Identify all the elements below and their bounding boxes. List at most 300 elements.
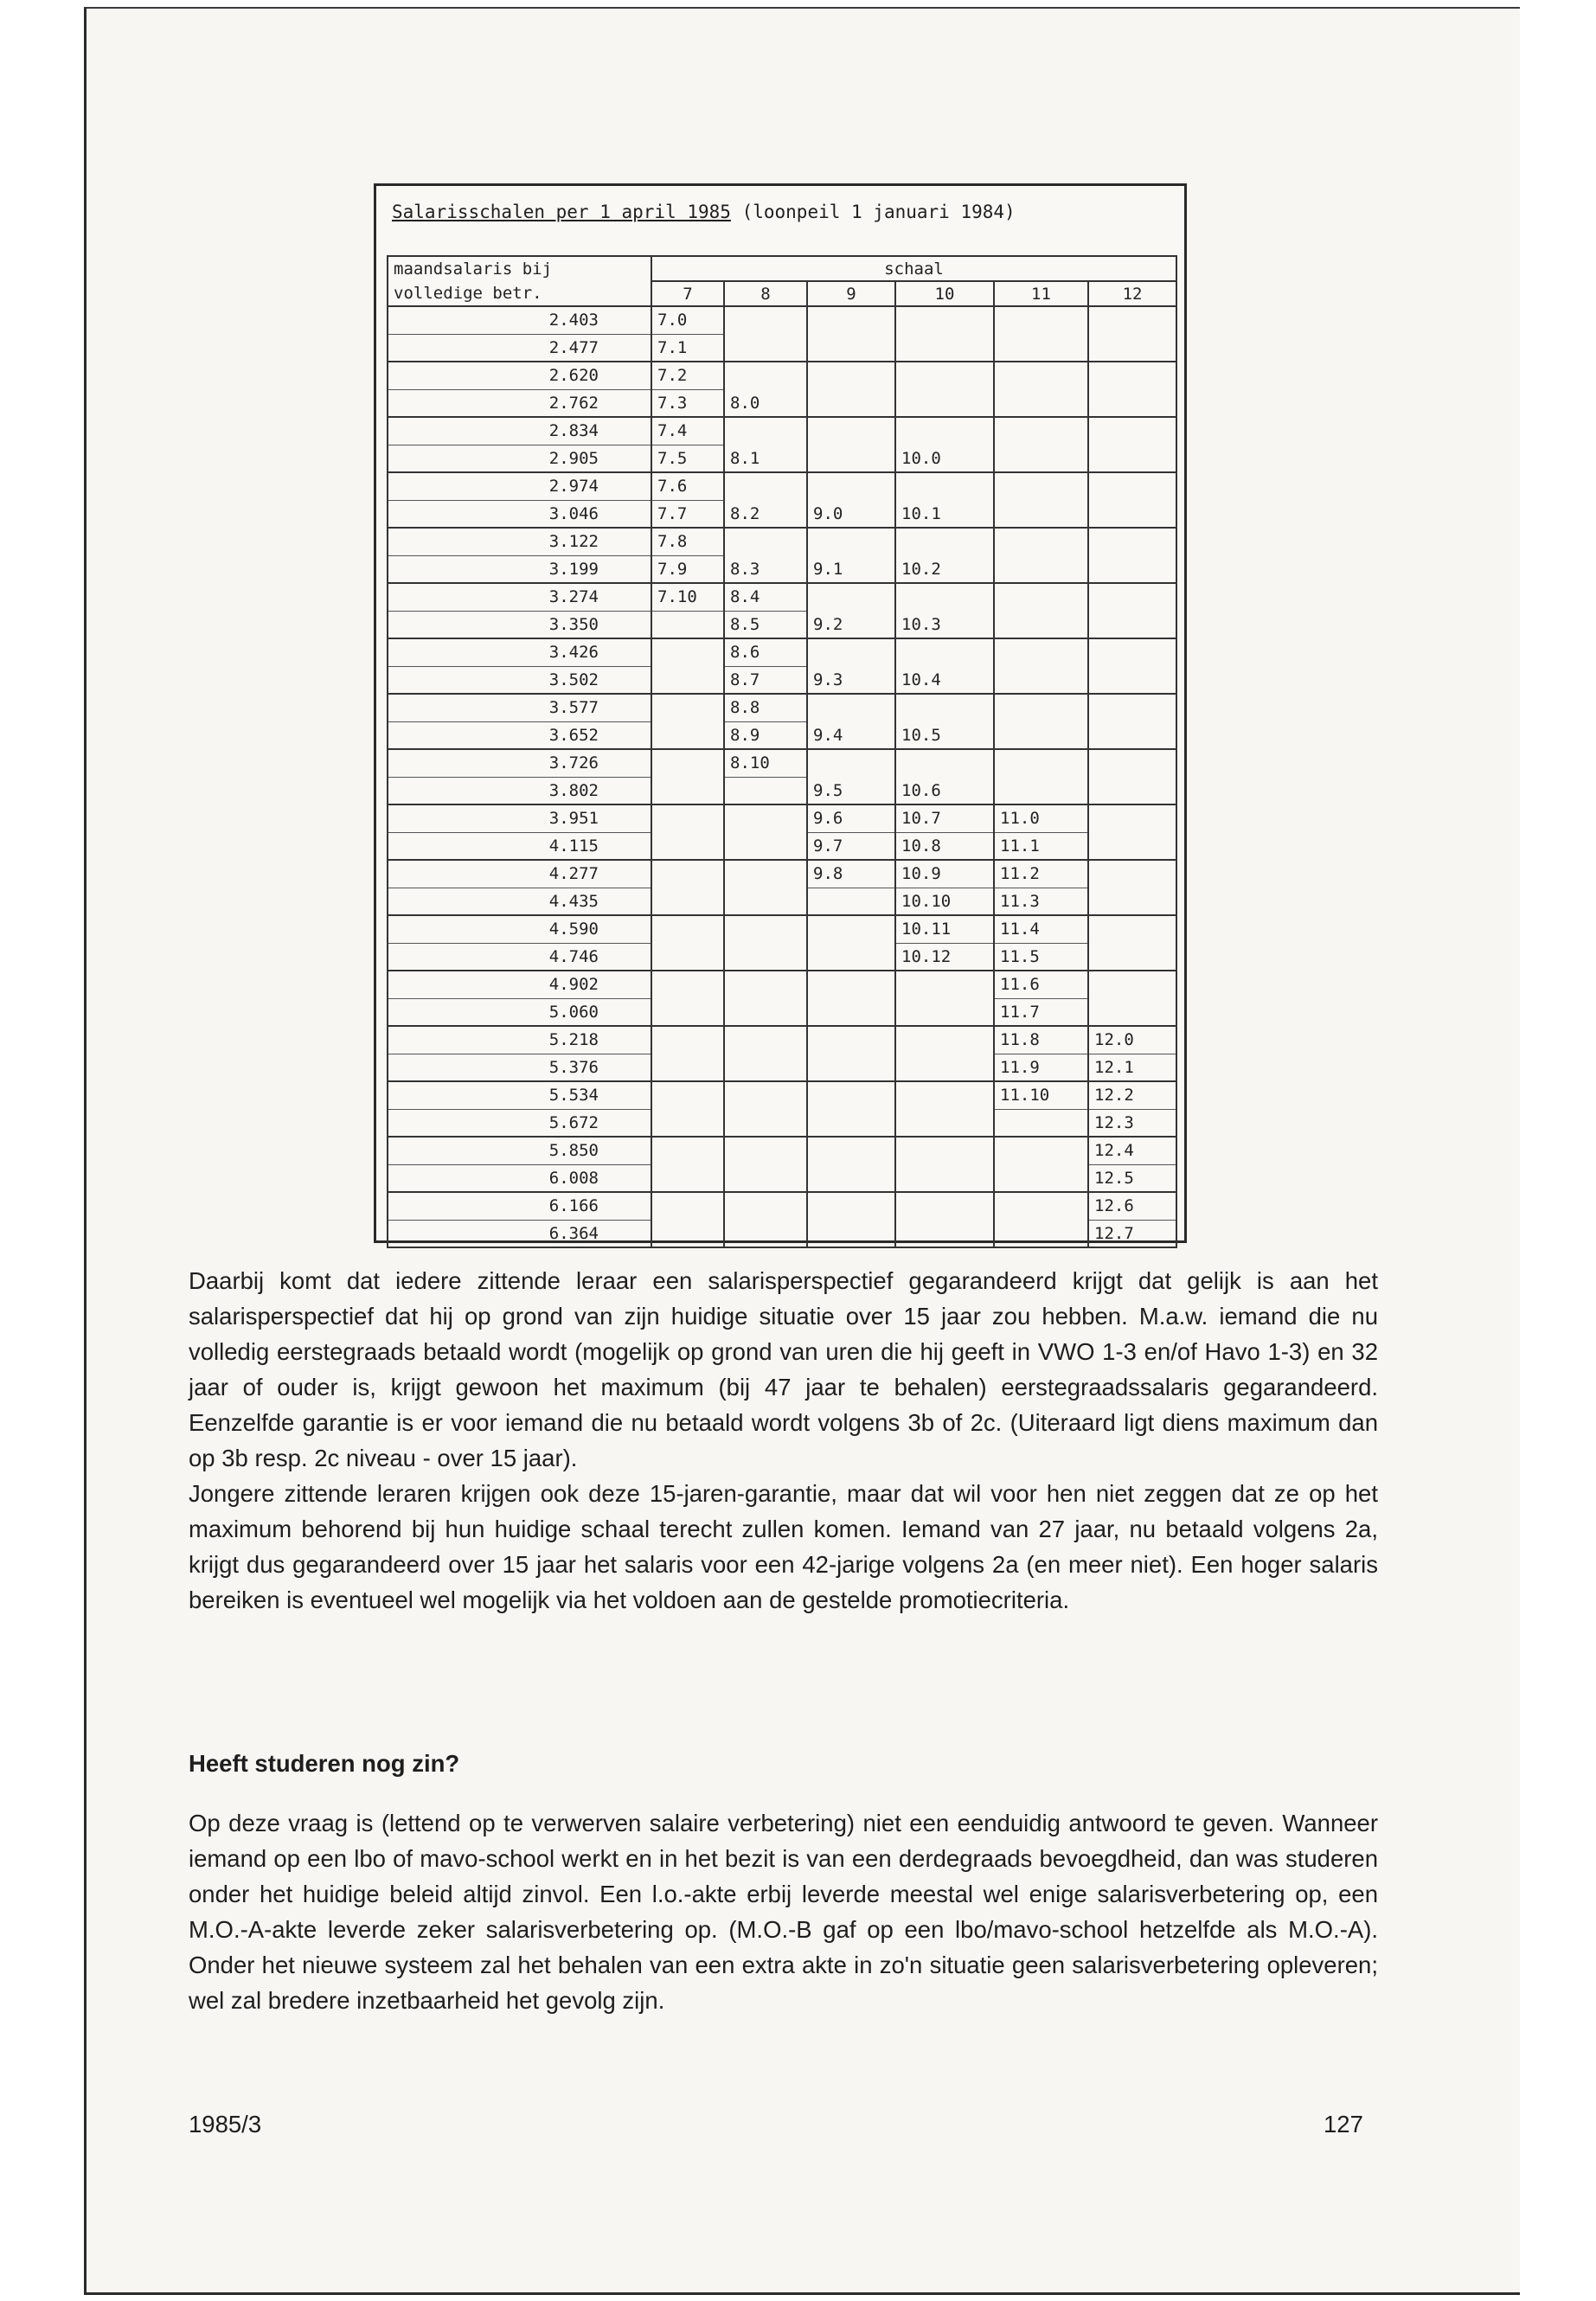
table-row bbox=[388, 362, 1176, 417]
scale-step-cell bbox=[807, 583, 895, 638]
scale-step bbox=[725, 1082, 806, 1109]
salary-amount: 2.403 bbox=[388, 307, 651, 335]
salary-amount: 3.199 bbox=[548, 559, 599, 579]
scale-step-cell bbox=[651, 860, 724, 915]
scale-step bbox=[808, 998, 894, 1025]
scale-step-cell bbox=[895, 915, 994, 971]
salary-amount: 3.652 bbox=[548, 725, 599, 745]
section-heading: Heeft studeren nog zin? bbox=[189, 1750, 460, 1777]
scale-step bbox=[652, 1220, 723, 1247]
scale-step-cell bbox=[651, 971, 724, 1026]
scale-step: 10.12 bbox=[901, 946, 952, 966]
scale-step bbox=[995, 418, 1087, 445]
scale-step bbox=[725, 1109, 806, 1136]
salary-amount-cell bbox=[388, 638, 651, 694]
scale-step bbox=[725, 1054, 806, 1080]
scale-step bbox=[896, 639, 993, 666]
scale-step bbox=[995, 1110, 1087, 1137]
scale-step bbox=[808, 418, 894, 445]
scale-step bbox=[995, 307, 1087, 334]
scale-step-cell bbox=[895, 1192, 994, 1247]
scale-step: 8.1 bbox=[730, 448, 760, 468]
page-number: 127 bbox=[1324, 2111, 1363, 2138]
scale-step-cell bbox=[895, 860, 994, 915]
header-scale-12: 12 bbox=[1088, 281, 1176, 306]
scale-step bbox=[652, 998, 723, 1025]
scale-step-cell bbox=[994, 1081, 1088, 1137]
scale-step: 7.9 bbox=[657, 559, 688, 579]
scale-step-cell bbox=[651, 749, 724, 804]
scale-step bbox=[995, 362, 1087, 389]
scale-step-cell bbox=[724, 749, 807, 804]
scale-step bbox=[995, 389, 1087, 416]
scale-step bbox=[896, 1054, 993, 1080]
scale-step bbox=[995, 1164, 1087, 1191]
scale-step bbox=[808, 362, 894, 389]
scale-step-cell bbox=[807, 306, 895, 362]
table-row bbox=[388, 638, 1176, 694]
scale-step bbox=[995, 639, 1087, 666]
header-salary-line-1: maandsalaris bij bbox=[394, 260, 553, 279]
scale-step bbox=[896, 1082, 993, 1109]
scale-step bbox=[1089, 334, 1176, 361]
scale-step-cell bbox=[895, 362, 994, 417]
scale-step bbox=[995, 777, 1087, 804]
salary-amount: 5.672 bbox=[548, 1112, 599, 1132]
salary-amount-cell bbox=[388, 694, 651, 749]
scale-step-cell bbox=[651, 362, 724, 417]
scale-step: 10.0 bbox=[901, 448, 941, 468]
scale-step bbox=[725, 473, 806, 500]
scale-step-cell bbox=[724, 694, 807, 749]
scale-step bbox=[1089, 473, 1176, 500]
scale-step bbox=[1089, 888, 1176, 914]
scale-step bbox=[1089, 445, 1176, 471]
scale-step-cell bbox=[994, 362, 1088, 417]
scale-step bbox=[1089, 721, 1176, 748]
scale-step bbox=[725, 778, 806, 804]
scale-step-cell bbox=[1088, 417, 1176, 472]
scale-step: 10.3 bbox=[901, 614, 941, 634]
header-salary-line-2: volledige betr. bbox=[394, 284, 542, 303]
scale-step: 12.2 bbox=[1089, 1082, 1176, 1110]
salary-amount-cell bbox=[388, 1026, 651, 1081]
scale-step bbox=[808, 888, 894, 915]
table-row bbox=[388, 694, 1176, 749]
scale-step bbox=[995, 750, 1087, 777]
issue-number: 1985/3 bbox=[189, 2111, 262, 2138]
scale-step bbox=[808, 695, 894, 721]
scale-step-cell bbox=[724, 528, 807, 583]
scale-step bbox=[808, 334, 894, 361]
table-row bbox=[388, 417, 1176, 472]
salary-amount-cell bbox=[388, 362, 651, 417]
header-scale-7: 7 bbox=[651, 281, 724, 306]
scale-step-cell bbox=[994, 583, 1088, 638]
table-row bbox=[388, 583, 1176, 638]
salary-amount: 2.905 bbox=[548, 448, 599, 468]
scale-step bbox=[725, 832, 806, 859]
scale-step bbox=[725, 1027, 806, 1054]
scale-step: 7.8 bbox=[652, 529, 723, 556]
scale-step-cell bbox=[1088, 1081, 1176, 1137]
scale-step: 9.1 bbox=[813, 559, 843, 579]
salary-amount: 3.951 bbox=[388, 805, 651, 833]
scale-step bbox=[1089, 555, 1176, 582]
scale-step-cell bbox=[651, 417, 724, 472]
scale-step bbox=[896, 1109, 993, 1136]
scale-step bbox=[896, 971, 993, 998]
scale-step bbox=[652, 1193, 723, 1220]
scale-step-cell bbox=[724, 1192, 807, 1247]
scale-step: 11.1 bbox=[1000, 836, 1040, 856]
salary-amount: 4.435 bbox=[548, 891, 599, 911]
scale-step-cell bbox=[994, 915, 1088, 971]
scale-step-cell bbox=[651, 472, 724, 528]
scale-step bbox=[896, 473, 993, 500]
scale-step-cell bbox=[651, 528, 724, 583]
scale-step-cell bbox=[724, 860, 807, 915]
body-text-top bbox=[189, 1263, 1378, 1618]
salary-scale-table-box bbox=[374, 183, 1187, 1243]
scale-step: 8.8 bbox=[725, 695, 806, 722]
scale-step-cell bbox=[895, 1026, 994, 1081]
scale-step bbox=[725, 307, 806, 334]
scale-step: 12.0 bbox=[1089, 1027, 1176, 1054]
table-row bbox=[388, 1081, 1176, 1137]
scale-step-cell bbox=[807, 1137, 895, 1192]
scale-step bbox=[995, 555, 1087, 582]
scale-step-cell bbox=[994, 472, 1088, 528]
scale-step bbox=[896, 362, 993, 389]
salary-amount: 4.115 bbox=[548, 836, 599, 856]
scale-step-cell bbox=[724, 472, 807, 528]
scale-step: 7.1 bbox=[657, 337, 688, 357]
table-row bbox=[388, 749, 1176, 804]
scale-step bbox=[995, 334, 1087, 361]
scale-step-cell bbox=[651, 1026, 724, 1081]
scale-step-cell bbox=[895, 694, 994, 749]
scale-step-cell bbox=[807, 472, 895, 528]
scale-step bbox=[652, 612, 723, 638]
scale-step bbox=[725, 971, 806, 998]
scale-step-cell bbox=[994, 528, 1088, 583]
salary-amount: 5.850 bbox=[388, 1138, 651, 1165]
salary-amount: 3.274 bbox=[388, 584, 651, 612]
scale-step-cell bbox=[651, 306, 724, 362]
scale-step-cell bbox=[724, 583, 807, 638]
scale-step bbox=[725, 861, 806, 888]
scale-step bbox=[725, 362, 806, 389]
table-row bbox=[388, 306, 1176, 362]
salary-amount-cell bbox=[388, 971, 651, 1026]
scale-step-cell bbox=[1088, 472, 1176, 528]
scale-step bbox=[1089, 971, 1176, 998]
table-row bbox=[388, 804, 1176, 860]
scale-step-cell bbox=[651, 1192, 724, 1247]
scale-step: 7.2 bbox=[652, 362, 723, 390]
scale-step bbox=[652, 861, 723, 888]
scale-step-cell bbox=[807, 1192, 895, 1247]
scale-step-cell bbox=[994, 1137, 1088, 1192]
scale-step: 10.11 bbox=[896, 916, 993, 944]
scale-step bbox=[808, 639, 894, 666]
scale-step bbox=[808, 529, 894, 555]
scale-step-cell bbox=[807, 971, 895, 1026]
table-caption-title: Salarisschalen per 1 april 1985 bbox=[392, 202, 731, 222]
scale-step-cell bbox=[895, 638, 994, 694]
scale-step-cell bbox=[1088, 804, 1176, 860]
salary-amount: 4.277 bbox=[388, 861, 651, 888]
scale-step bbox=[1089, 777, 1176, 804]
scale-step-cell bbox=[994, 306, 1088, 362]
scale-step bbox=[1089, 832, 1176, 859]
salary-amount: 4.746 bbox=[548, 946, 599, 966]
scale-step bbox=[1089, 861, 1176, 888]
salary-amount: 2.834 bbox=[388, 418, 651, 445]
salary-amount: 4.590 bbox=[388, 916, 651, 944]
scale-step: 10.5 bbox=[901, 725, 941, 745]
scale-step bbox=[1089, 584, 1176, 611]
scale-step bbox=[896, 1193, 993, 1220]
scale-step: 9.7 bbox=[813, 836, 843, 856]
scale-step-cell bbox=[1088, 638, 1176, 694]
table-row bbox=[388, 1137, 1176, 1192]
scale-step: 12.1 bbox=[1094, 1057, 1134, 1077]
scale-step-cell bbox=[724, 306, 807, 362]
scale-step: 12.7 bbox=[1094, 1223, 1134, 1243]
header-salary-column bbox=[388, 256, 651, 306]
scale-step-cell bbox=[807, 749, 895, 804]
salary-amount-cell bbox=[388, 417, 651, 472]
salary-amount-cell bbox=[388, 1192, 651, 1247]
scale-step bbox=[652, 1054, 723, 1080]
scale-step bbox=[1089, 639, 1176, 666]
table-row bbox=[388, 860, 1176, 915]
scale-step: 10.10 bbox=[901, 891, 952, 911]
scale-step: 8.10 bbox=[725, 750, 806, 778]
scale-step-cell bbox=[724, 1026, 807, 1081]
scale-step: 12.6 bbox=[1089, 1193, 1176, 1221]
scale-step: 7.5 bbox=[657, 448, 688, 468]
scale-step bbox=[1089, 418, 1176, 445]
scale-step bbox=[652, 943, 723, 970]
scale-step: 9.0 bbox=[813, 503, 843, 523]
scale-step bbox=[652, 916, 723, 943]
scale-step-cell bbox=[994, 638, 1088, 694]
scale-step-cell bbox=[1088, 860, 1176, 915]
salary-amount: 3.502 bbox=[548, 670, 599, 689]
scale-step bbox=[896, 418, 993, 445]
scale-step-cell bbox=[807, 915, 895, 971]
table-row bbox=[388, 1192, 1176, 1247]
scale-step-cell bbox=[651, 638, 724, 694]
scale-step: 10.7 bbox=[896, 805, 993, 833]
salary-amount-cell bbox=[388, 306, 651, 362]
scale-step bbox=[1089, 666, 1176, 693]
scale-step: 11.9 bbox=[1000, 1057, 1040, 1077]
scale-step bbox=[1089, 500, 1176, 527]
scale-step-cell bbox=[724, 1081, 807, 1137]
scale-step bbox=[808, 389, 894, 416]
table-row bbox=[388, 915, 1176, 971]
salary-amount-cell bbox=[388, 749, 651, 804]
scale-step-cell bbox=[994, 749, 1088, 804]
scale-step-cell bbox=[807, 362, 895, 417]
scale-step bbox=[808, 584, 894, 611]
scale-step bbox=[652, 777, 723, 804]
scale-step bbox=[652, 1164, 723, 1191]
table-caption-subtitle: (loonpeil 1 januari 1984) bbox=[730, 202, 1016, 222]
header-scale-11: 11 bbox=[994, 281, 1088, 306]
scale-step-cell bbox=[724, 804, 807, 860]
scale-step-cell bbox=[651, 694, 724, 749]
salary-amount: 6.166 bbox=[388, 1193, 651, 1221]
scale-step bbox=[652, 666, 723, 693]
scale-step bbox=[725, 334, 806, 361]
scale-step: 7.4 bbox=[652, 418, 723, 445]
scale-step-cell bbox=[1088, 583, 1176, 638]
scale-step-cell bbox=[807, 528, 895, 583]
scale-step bbox=[995, 500, 1087, 527]
scale-step bbox=[896, 750, 993, 777]
scale-step: 8.7 bbox=[730, 670, 760, 689]
scale-step: 8.0 bbox=[730, 393, 760, 413]
scale-step: 10.9 bbox=[896, 861, 993, 888]
salary-amount-cell bbox=[388, 804, 651, 860]
scale-step-cell bbox=[1088, 915, 1176, 971]
scale-step: 7.3 bbox=[657, 393, 688, 413]
salary-amount-cell bbox=[388, 583, 651, 638]
scale-step bbox=[995, 666, 1087, 693]
scale-step: 8.9 bbox=[730, 725, 760, 745]
scale-step bbox=[995, 473, 1087, 500]
scale-step-cell bbox=[1088, 528, 1176, 583]
scale-step-cell bbox=[895, 804, 994, 860]
salary-amount-cell bbox=[388, 528, 651, 583]
scale-step bbox=[652, 1138, 723, 1164]
salary-amount: 3.046 bbox=[548, 503, 599, 523]
paragraph-2: Jongere zittende leraren krijgen ook deze 15-jaren-garantie, maar dat wil voor hen niet zeggen dat ze op het maximum behorend bij hun huidige schaal terecht zullen komen. Iemand van 27 jaar, nu betaald volgens 2a, krijgt dus gegarandeerd over 15 jaar het salaris voor een 42-jarige volgens 2a (en meer niet). Een hoger salaris bereiken is eventueel wel mogelijk via het voldoen aan de gestelde promotiecriteria. bbox=[189, 1480, 1378, 1613]
scale-step: 8.4 bbox=[725, 584, 806, 612]
scale-step-cell bbox=[724, 1137, 807, 1192]
scale-step: 10.8 bbox=[901, 836, 941, 856]
scale-step bbox=[808, 445, 894, 471]
scale-step-cell bbox=[895, 528, 994, 583]
scale-step bbox=[995, 721, 1087, 748]
scale-step bbox=[808, 1027, 894, 1054]
scale-step bbox=[1089, 611, 1176, 638]
scale-step bbox=[896, 1027, 993, 1054]
salary-amount: 5.534 bbox=[388, 1082, 651, 1110]
scale-step bbox=[725, 998, 806, 1025]
scale-step bbox=[652, 971, 723, 998]
salary-scale-table bbox=[387, 255, 1177, 1248]
scale-step-cell bbox=[1088, 1026, 1176, 1081]
scale-step bbox=[725, 1164, 806, 1191]
salary-amount: 3.122 bbox=[388, 529, 651, 556]
scale-step bbox=[725, 916, 806, 943]
scale-step: 12.4 bbox=[1089, 1138, 1176, 1165]
salary-amount-cell bbox=[388, 915, 651, 971]
scale-step bbox=[896, 529, 993, 555]
scale-step-cell bbox=[807, 1026, 895, 1081]
scale-step bbox=[652, 805, 723, 832]
scale-step bbox=[1089, 916, 1176, 943]
salary-amount: 3.426 bbox=[388, 639, 651, 667]
scale-step-cell bbox=[807, 804, 895, 860]
scale-step-cell bbox=[1088, 749, 1176, 804]
scale-step-cell bbox=[895, 472, 994, 528]
scale-step: 10.1 bbox=[901, 503, 941, 523]
scale-step bbox=[896, 584, 993, 611]
scale-step bbox=[995, 1138, 1087, 1164]
table-header-row-1 bbox=[388, 256, 1176, 281]
salary-amount-cell bbox=[388, 860, 651, 915]
scale-step bbox=[808, 943, 894, 970]
scale-step: 7.10 bbox=[652, 584, 723, 612]
scale-step bbox=[1089, 389, 1176, 416]
scale-step bbox=[896, 389, 993, 416]
header-schaal: schaal bbox=[651, 256, 1176, 281]
scale-step bbox=[652, 1027, 723, 1054]
scale-step-cell bbox=[724, 915, 807, 971]
scale-step bbox=[652, 695, 723, 721]
table-caption bbox=[392, 202, 1016, 222]
salary-amount: 5.060 bbox=[548, 1002, 599, 1022]
scale-step bbox=[808, 1220, 894, 1247]
scale-step-cell bbox=[1088, 362, 1176, 417]
scale-step bbox=[995, 445, 1087, 471]
salary-amount-cell bbox=[388, 1081, 651, 1137]
scale-step: 10.2 bbox=[901, 559, 941, 579]
scale-step bbox=[995, 584, 1087, 611]
scale-step bbox=[1089, 998, 1176, 1025]
scale-step-cell bbox=[724, 417, 807, 472]
salary-amount: 2.974 bbox=[388, 473, 651, 501]
salary-amount: 5.376 bbox=[548, 1057, 599, 1077]
scale-step: 9.3 bbox=[813, 670, 843, 689]
scale-step bbox=[725, 529, 806, 555]
scale-step-cell bbox=[651, 583, 724, 638]
salary-amount-cell bbox=[388, 1137, 651, 1192]
scale-step-cell bbox=[807, 1081, 895, 1137]
table-row bbox=[388, 528, 1176, 583]
scale-step-cell bbox=[724, 971, 807, 1026]
scale-step: 9.4 bbox=[813, 725, 843, 745]
scale-step bbox=[1089, 805, 1176, 832]
scale-step-cell bbox=[994, 971, 1088, 1026]
scale-step-cell bbox=[994, 804, 1088, 860]
scale-step bbox=[896, 307, 993, 334]
scale-step: 12.3 bbox=[1094, 1112, 1134, 1132]
header-scale-10: 10 bbox=[895, 281, 994, 306]
scale-step-cell bbox=[1088, 306, 1176, 362]
scale-step-cell bbox=[807, 694, 895, 749]
scale-step: 9.6 bbox=[808, 805, 894, 833]
scale-step: 9.2 bbox=[813, 614, 843, 634]
scale-step: 11.3 bbox=[1000, 891, 1040, 911]
scale-step-cell bbox=[1088, 971, 1176, 1026]
scale-step bbox=[808, 1164, 894, 1191]
scale-step-cell bbox=[895, 583, 994, 638]
scale-step bbox=[652, 721, 723, 748]
scale-step-cell bbox=[994, 417, 1088, 472]
scale-step bbox=[808, 1054, 894, 1080]
scale-step: 11.2 bbox=[995, 861, 1087, 888]
scale-step-cell bbox=[651, 915, 724, 971]
scale-step-cell bbox=[1088, 1137, 1176, 1192]
